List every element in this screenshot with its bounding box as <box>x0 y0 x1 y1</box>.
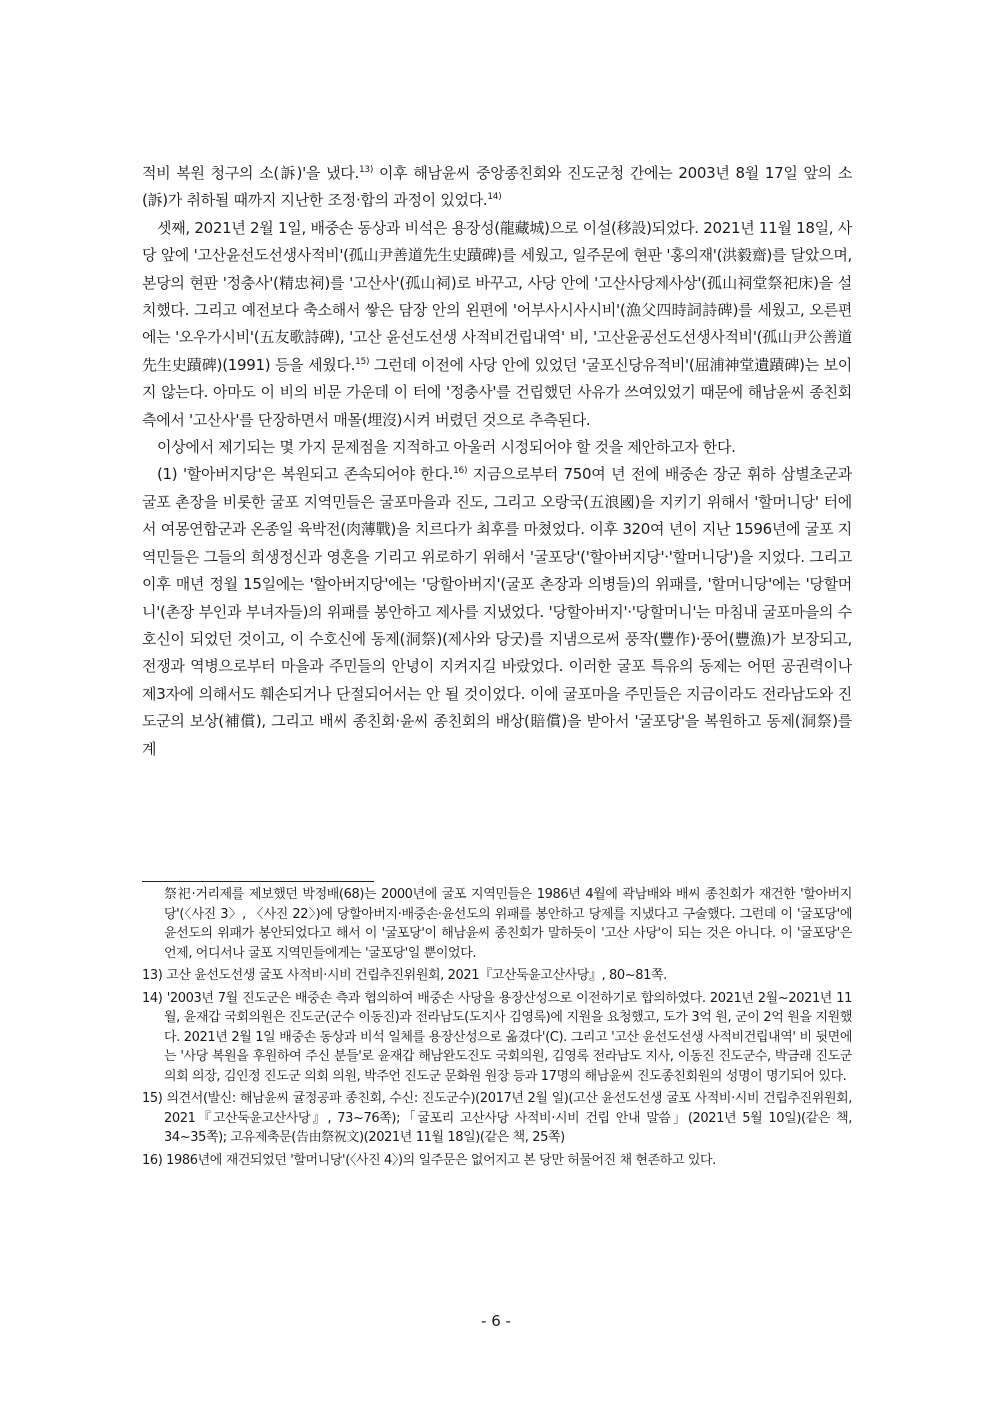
body-text <box>142 160 852 763</box>
paragraph-text: 지금으로부터 750여 년 전에 배중손 장군 휘하 삼별초군과 굴포 촌장을 비롯한 굴포 지역민들은 굴포마을과 진도, 그리고 오랑국(五浪國)을 지키기 위해서 '할머니당' 터에서 여몽연합군과 온종일 육박전(肉薄戰)을 치르다가 최후를 마쳤었다. 이후 320여 년이 지난 1596년에 굴포 지역민들은 그들의 희생정신과 영혼을 기리고 위로하기 위해서 '굴포당'('할아버지당'·'할머니당')을 지었다. 그리고 이후 매년 정월 15일에는 '할아버지당'에는 '당할아버지'(굴포 촌장과 의병들)의 위패를, '할머니당'에는 '당할머니'(촌장 부인과 부녀자들)의 위패를 봉안하고 제사를 지냈었다. '당할아버지'·'당할머니'는 마침내 굴포마을의 수호신이 되었던 것이고, 이 수호신에 동제(洞祭)(제사와 당굿)를 지냄으로써 풍작(豐作)·풍어(豐漁)가 보장되고, 전쟁과 역병으로부터 마을과 주민들의 안녕이 지켜지길 바랐었다. 이러한 굴포 특유의 동제는 어떤 공권력이나 제3자에 의해서도 훼손되거나 단절되어서는 안 될 것이었다. 이에 굴포마을 주민들은 지금이라도 전라남도와 진도군의 보상(補償), 그리고 배씨 종친회·윤씨 종친회의 배상(賠償)을 받아서 '굴포당'을 복원하고 동제(洞祭)를 계 <box>142 465 853 758</box>
paragraph-2 <box>142 215 852 434</box>
footnote-number: 15) <box>142 1091 163 1106</box>
footnote-number: 13) <box>142 968 163 983</box>
footnote-divider <box>142 881 374 882</box>
footnote-ref-16: 16) <box>453 466 468 477</box>
paragraph-text: 이후 해남윤씨 중앙종친회와 진도군청 간에는 2003년 8월 17일 앞의 소(訴)가 취하될 때까지 지난한 조정·합의 과정이 있었다. <box>142 164 853 210</box>
footnote-text: 1986년에 재건되었던 '할머니당'(〈사진 4〉)의 일주문은 없어지고 본 당만 허물어진 채 현존하고 있다. <box>166 1152 716 1168</box>
footnote-text: 고산 윤선도선생 굴포 사적비·시비 건립추진위원회, 2021『고산둑윤고산사당』, 80~81쪽. <box>166 968 667 983</box>
footnote-16 <box>142 1151 852 1171</box>
paragraph-1 <box>142 160 852 215</box>
footnote-text: '2003년 7월 진도군은 배중손 측과 협의하여 배중손 사당을 용장산성으로 이전하기로 합의하였다. 2021년 2월~2021년 11월, 윤재갑 국회의원은 진도군(군수 이동진)과 전라남도(도지사 김영록)에 지원을 요청했고, 도가 3억 원, 군이 2억 원을 지원했다. 2021년 2월 1일 배중손 동상과 비석 일체를 용장산성으로 옮겼다'(C). 그리고 '고산 윤선도선생 사적비건립내역' 비 뒷면에는 '사당 복원을 후원하여 주신 분들'로 윤재갑 해남완도진도 국회의원, 김영록 전라남도 지사, 이동진 진도군수, 박금래 진도군의회 의장, 김인정 진도군 의회 의원, 박주언 진도군 문화원 원장 등과 17명의 해남윤씨 진도종친회원의 성명이 명기되어 있다. <box>164 990 852 1084</box>
footnote-ref-13: 13) <box>358 165 374 175</box>
paragraph-4 <box>142 461 852 762</box>
footnote-ref-14: 14) <box>487 192 502 203</box>
footnote-ref-15: 15) <box>355 356 370 367</box>
paragraph-text: 이상에서 제기되는 몇 가지 문제점을 지적하고 아울러 시정되어야 할 것을 제안하고자 한다. <box>157 438 736 457</box>
footnote-text: 의견서(발신: 해남윤씨 귤정공파 종친회, 수신: 진도군수)(2017년 2월 일)(고산 윤선도선생 굴포 사적비·시비 건립추진위원회, 2021『고산둑윤고산사당』, 73~76쪽);「굴포리 고산사당 사적비·시비 건립 안내 말씀」(2021년 5월 10일)(같은 책, 34~35쪽); 고유제축문(告由祭祝文)(2021년 11월 18일)(같은 책, 25쪽) <box>164 1091 853 1145</box>
paragraph-3 <box>142 434 852 461</box>
footnote-number: 16) <box>142 1152 163 1168</box>
page-number: - 6 - <box>481 1312 511 1330</box>
paragraph-text: 적비 복원 청구의 소(訴)'을 냈다. <box>142 164 359 182</box>
footnote-continued: 祭祀·거리제를 제보했던 박정배(68)는 2000년에 굴포 지역민들은 1986년 4월에 곽남배와 배씨 종친회가 재건한 '할아버지당'(〈사진 3〉, 〈사진 22〉)에 당할아버지·배중손·윤선도의 위패를 봉안하고 당제를 지냈다고 구술했다. 그런데 이 '굴포당'에 윤선도의 위패가 봉안되었다고 해서 이 '굴포당'이 해남윤씨 종친회가 말하듯이 '고산 사당'이 되는 것은 아니다. 이 '굴포당'은 언제, 어디서나 굴포 지역민들에게는 '굴포당'일 뿐이었다. <box>164 887 852 961</box>
footnote-14 <box>142 989 852 1087</box>
paragraph-text: 셋째, 2021년 2월 1일, 배중손 동상과 비석은 용장성(龍藏城)으로 이설(移設)되었다. 2021년 11월 18일, 사당 앞에 '고산윤선도선생사적비'(孤山尹善道先生史蹟碑)를 세웠고, 일주문에 현판 '홍의재'(洪毅齋)를 달았으며, 본당의 현판 '정충사'(精忠祠)를 '고산사'(孤山祠)로 바꾸고, 사당 안에 '고산사당제사상'(孤山祠堂祭祀床)을 설치했다. 그리고 예전보다 축소해서 쌓은 담장 안의 왼편에 '어부사시사시비'(漁父四時詞詩碑)를 세웠고, 오른편에는 '오우가시비'(五友歌詩碑), '고산 윤선도선생 사적비건립내역' 비, '고산윤공선도선생사적비'(孤山尹公善道先生史蹟碑)(1991) 등을 세웠다. <box>142 218 852 374</box>
paragraph-text: 그런데 이전에 사당 안에 있었던 '굴포신당유적비'(屈浦神堂遺蹟碑)는 보이지 않는다. 아마도 이 비의 비문 가운데 이 터에 '정충사'를 건립했던 사유가 쓰여있었기 때문에 해남윤씨 종친회 측에서 '고산사'를 단장하면서 매몰(埋沒)시켜 버렸던 것으로 추측된다. <box>142 355 852 429</box>
footnote-number: 14) <box>142 990 163 1006</box>
footnote-13 <box>142 966 852 986</box>
footnotes <box>142 885 852 1173</box>
paragraph-text: (1) '할아버지당'은 복원되고 존속되어야 한다. <box>157 465 454 484</box>
footnote-15 <box>142 1089 852 1148</box>
